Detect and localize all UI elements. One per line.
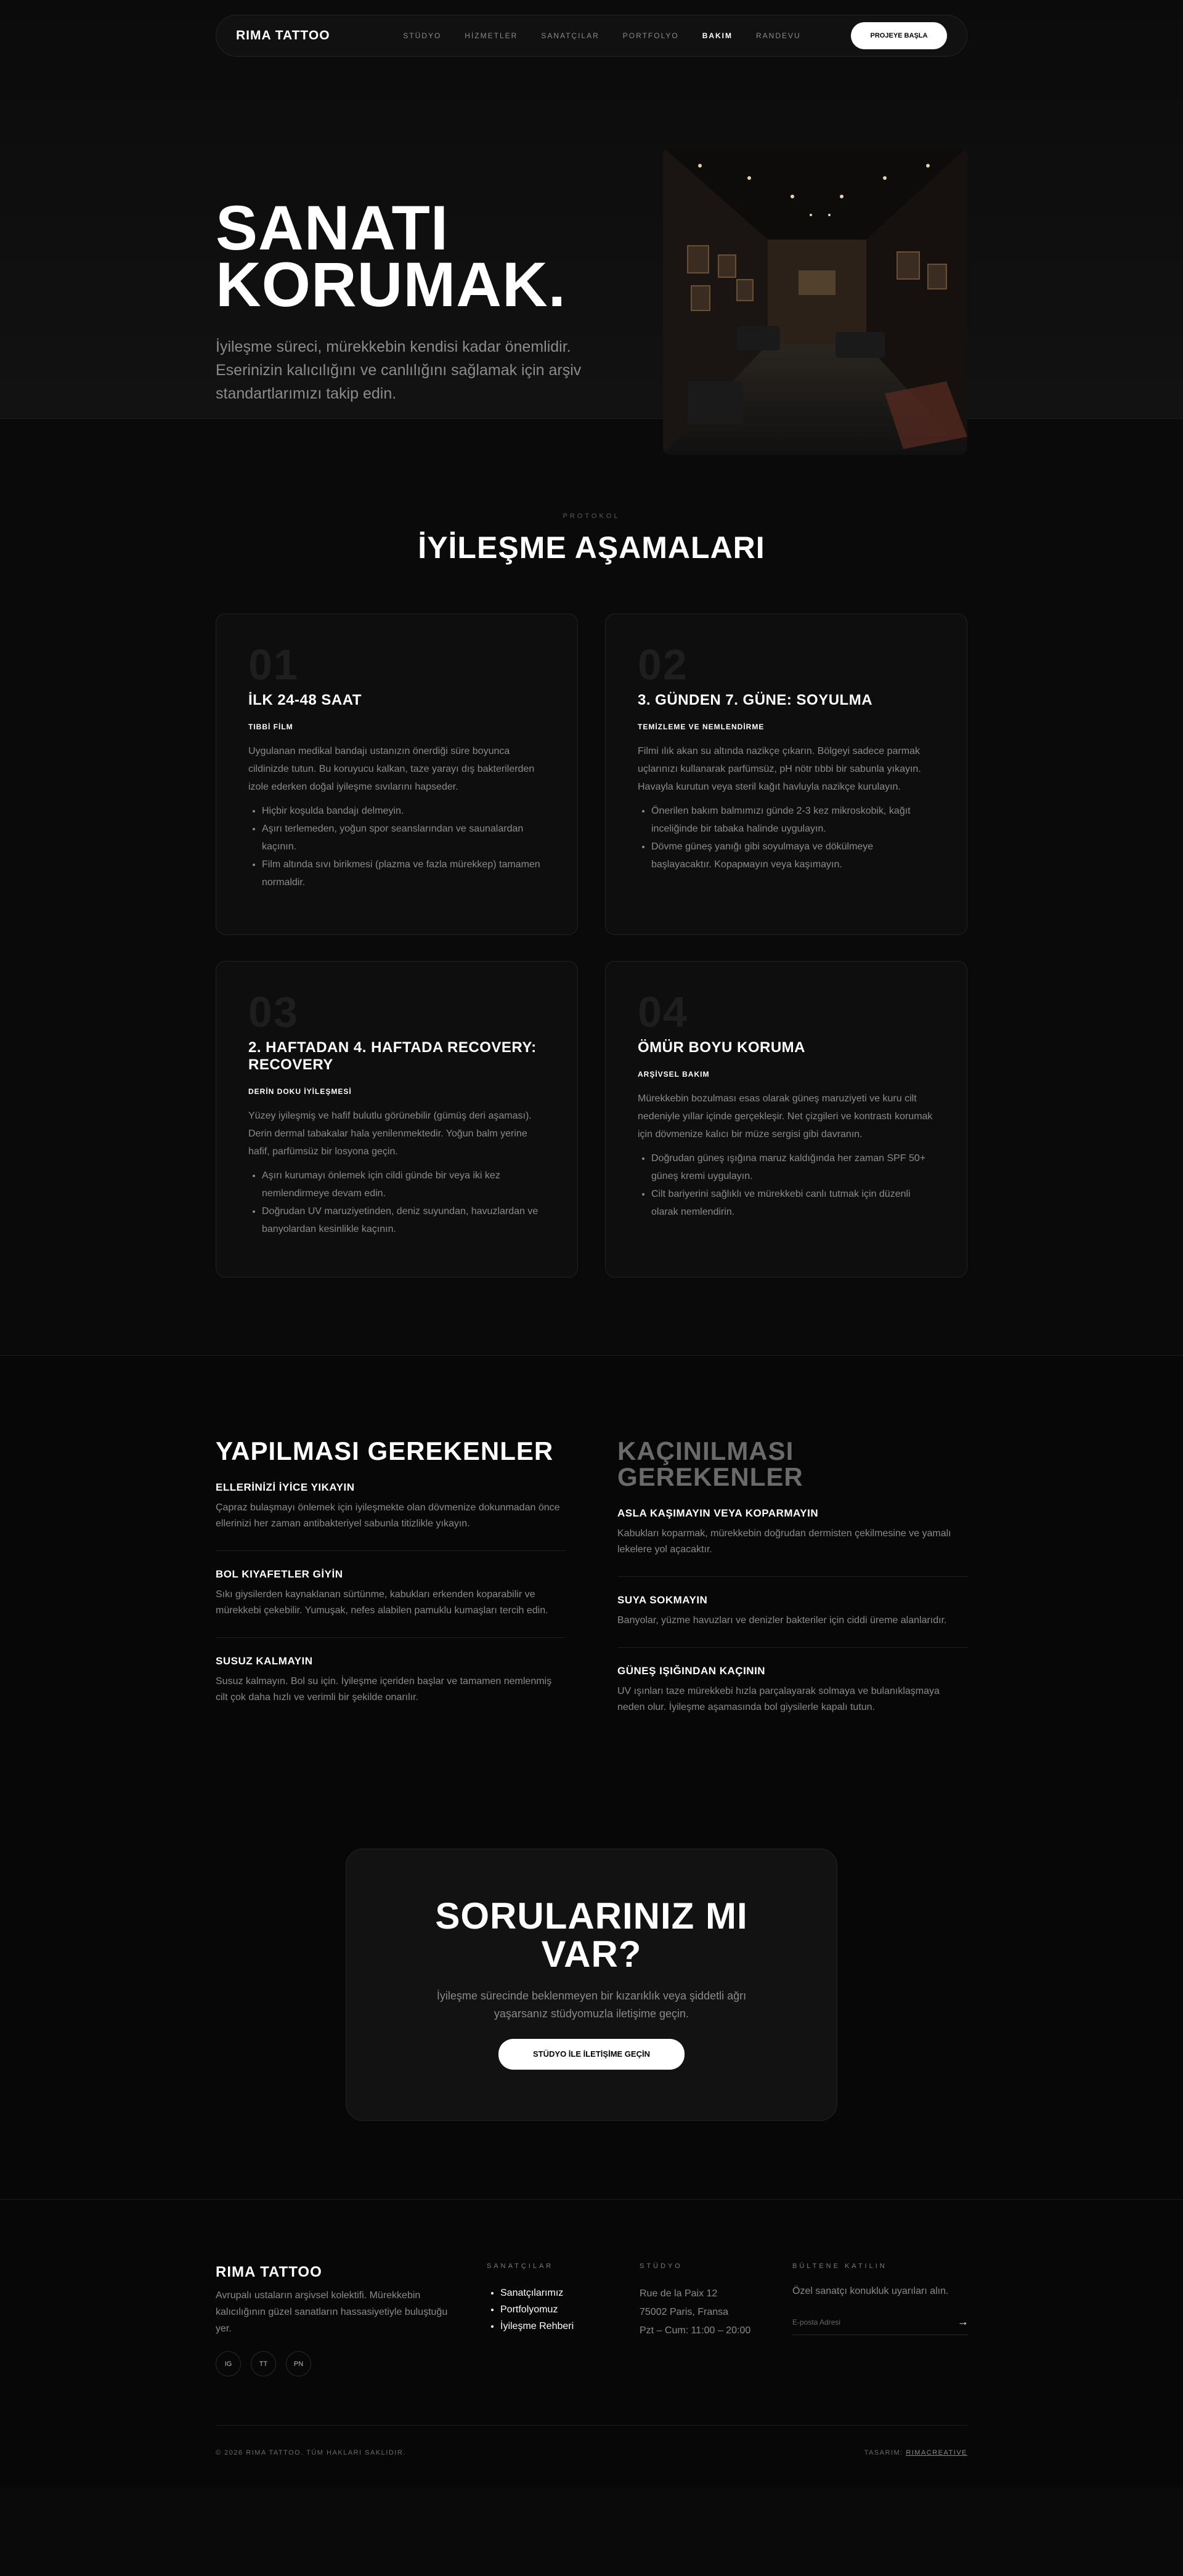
stage-number: 01: [248, 641, 299, 689]
footer: [0, 2199, 1183, 2487]
start-project-button[interactable]: PROJEYE BAŞLA: [851, 22, 947, 49]
address-line: 75002 Paris, Fransa: [640, 2307, 729, 2317]
stage-description: Filmi ılık akan su altında nazikçe çıkarın. Bölgeyi sadece parmak uçlarınızı kullanarak parfümsüz, pH nötr tıbbi bir sabunla yıkayın. Havayla kurutun veya steril kağıt havluyla nazikçe kurulayın.: [638, 746, 921, 792]
stage-title: 2. HAFTADAN 4. HAFTADA RECOVERY: RECOVERY: [248, 1039, 537, 1073]
stage-bullet: • Doğrudan güneş ışığına maruz kaldığında her zaman SPF 50+ güneş kremi uygulayın.: [651, 1149, 935, 1185]
footer-link-healing-guide[interactable]: • İyileşme Rehberi: [500, 2318, 574, 2335]
stage-title: İLK 24-48 SAAT: [248, 692, 362, 708]
stage-bullet: • Hiçbir koşulda bandajı delmeyin.: [262, 802, 545, 820]
donts-column: [617, 1438, 967, 1734]
contact-cta-card: [346, 1849, 837, 2121]
tiktok-icon[interactable]: TT: [251, 2351, 276, 2376]
design-label: TASARIM:: [864, 2449, 903, 2457]
footer-col-title: BÜLTENE KATILIN: [792, 2262, 887, 2270]
contact-studio-button[interactable]: STÜDYO İLE İLETİŞİME GEÇİN: [498, 2039, 685, 2070]
dos-item: [216, 1464, 566, 1551]
hero-title-line2: KORUMAK.: [216, 249, 566, 320]
cta-title: [346, 1897, 837, 1974]
stage-bullet: • Aşırı terlemeden, yoğun spor seanslarından ve saunalardan kaçının.: [262, 820, 545, 856]
donts-item-title: ASLA KAŞIMAYIN VEYA KOPARMAYIN: [617, 1507, 819, 1519]
brand-logo[interactable]: RIMA TATTOO: [236, 28, 330, 43]
dos-item-title: BOL KIYAFETLER GİYİN: [216, 1568, 343, 1580]
studio-interior-image: [663, 147, 967, 455]
donts-item: [617, 1577, 967, 1648]
dos-column: [216, 1438, 566, 1724]
stage-description: Yüzey iyileşmiş ve hafif bulutlu görünebilir (gümüş deri aşaması). Derin dermal tabakalar hala yenilenmektedir. Yoğun balm yerine hafif, parfümsüz bir losyona geçin.: [248, 1111, 532, 1157]
stage-number: 04: [638, 988, 688, 1036]
newsletter-form: [792, 2315, 969, 2335]
nav-link-studio[interactable]: STÜDYO: [403, 31, 442, 40]
stage-number: 03: [248, 988, 299, 1036]
hero-subtitle: İyileşme süreci, mürekkebin kendisi kadar önemlidir. Eserinizin kalıcılığını ve canlılığını sağlamak için arşiv standartlarımızı takip edin.: [216, 338, 582, 402]
section-title: İYİLEŞME AŞAMALARI: [418, 530, 765, 565]
stage-bullets: [638, 802, 935, 873]
stage-bullet: • Cilt bariyerini sağlıklı ve mürekkebi canlı tutmak için düzenli olarak nemlendirin.: [651, 1185, 935, 1221]
stage-bullet: • Dövme güneş yanığı gibi soyulmaya ve dökülmeye başlayacaktır. Kopармayın veya kaşımayın.: [651, 838, 935, 873]
social-links: [216, 2351, 311, 2376]
arrow-right-icon[interactable]: →: [957, 2315, 969, 2328]
stage-card: [605, 614, 967, 935]
cta-text: İyileşme sürecinde beklenmeyen bir kızarıklık veya şiddetli ağrı yaşarsanız stüdyomuzla iletişime geçin.: [436, 1990, 747, 2020]
footer-col-title: STÜDYO: [640, 2262, 683, 2270]
footer-link-our-artists[interactable]: • Sanatçılarımız: [500, 2285, 574, 2301]
nav-link-appointment[interactable]: RANDEVU: [756, 31, 801, 40]
donts-title-line2: GEREKENLER: [617, 1462, 803, 1491]
nav-links: [390, 31, 851, 40]
stage-bullet: • Önerilen bakım balmımızı günde 2-3 kez mikroskobik, kağıt inceliğinde bir tabaka halinde uygulayın.: [651, 802, 935, 838]
footer-col-title: SANATÇILAR: [487, 2262, 554, 2270]
footer-newsletter-column: [792, 2262, 969, 2335]
donts-item-title: GÜNEŞ IŞIĞINDAN KAÇININ: [617, 1665, 766, 1677]
dos-and-donts-section: [0, 1355, 1183, 2199]
stage-tag: TEMİZLEME VE NEMLENDİRME: [638, 723, 765, 731]
cta-title-line2: VAR?: [541, 1934, 642, 1975]
stage-number: 02: [638, 641, 688, 689]
stage-card: [216, 614, 578, 935]
stage-description: Uygulanan medikal bandajı ustanızın önerdiği süre boyunca cildinizde tutun. Bu koruyucu kalkan, taze yarayı dış bakterilerden izole ederken doğal iyileşme sıvılarını hapseder.: [248, 746, 535, 792]
donts-item-text: Kabukları koparmak, mürekkebin doğrudan dermisten çekilmesine ve yamalı lekelere yol açacaktır.: [617, 1528, 951, 1555]
nav-bar-container: [0, 0, 1183, 89]
footer-studio-column: [640, 2262, 750, 2340]
stage-card: [605, 961, 967, 1278]
hero-title-line1: SANATI: [216, 193, 449, 263]
footer-about: Avrupalı ustaların arşivsel kolektifi. Mürekkebin kalıcılığının güzel sanatların hassasiyetiyle buluştuğu yer.: [216, 2290, 448, 2334]
dos-item-title: ELLERİNİZİ İYİCE YIKAYIN: [216, 1481, 355, 1493]
nav-link-care[interactable]: BAKIM: [702, 31, 733, 40]
footer-brand[interactable]: RIMA TATTOO: [216, 2264, 322, 2280]
opening-hours: Pzt – Cum: 11:00 – 20:00: [640, 2325, 751, 2336]
stage-description: Mürekkebin bozulması esas olarak güneş maruziyeti ve kuru cilt nedeniyle yıllar içinde gerçekleşir. Net çizgileri ve kontrastı korumak için dövmenize kalıcı bir müze sergisi gibi davranın.: [638, 1093, 933, 1140]
dos-item-text: Susuz kalmayın. Bol su için. İyileşme içeriden başlar ve tamamen nemlenmiş cilt çok daha hızlı ve verimli bir şekilde onarılır.: [216, 1676, 552, 1703]
nav-link-services[interactable]: HİZMETLER: [465, 31, 518, 40]
donts-item-title: SUYA SOKMAYIN: [617, 1594, 708, 1606]
stage-tag: ARŞİVSEL BAKIM: [638, 1070, 710, 1079]
stage-bullet: • Aşırı kurumayı önlemek için cildi günde bir veya iki kez nemlendirmeye devam edin.: [262, 1167, 545, 1202]
nav-link-portfolio[interactable]: PORTFOLYO: [622, 31, 679, 40]
donts-item: [617, 1490, 967, 1577]
dos-item-text: Çapraz bulaşmayı önlemek için iyileşmekte olan dövmenize dokunmadan önce ellerinizi her zaman antibakteriyel sabunla titizlikle yıkayın.: [216, 1502, 560, 1529]
stage-title: ÖMÜR BOYU KORUMA: [638, 1039, 805, 1056]
email-input[interactable]: [792, 2315, 940, 2328]
design-credit-link[interactable]: RIMACREATIVE: [906, 2449, 967, 2457]
dos-item: [216, 1551, 566, 1638]
donts-title-line1: KAÇINILMASI: [617, 1436, 794, 1465]
stage-bullet: • Doğrudan UV maruziyetinden, deniz suyundan, havuzlardan ve banyolardan kesinlikle kaçının.: [262, 1202, 545, 1238]
healing-stages-section: [0, 419, 1183, 1355]
stages-grid: [216, 614, 967, 1278]
hero-title: [216, 193, 566, 320]
studio-interior-illustration: [663, 147, 967, 455]
donts-title: [617, 1438, 967, 1490]
pinterest-icon[interactable]: PN: [286, 2351, 311, 2376]
copyright: © 2026 RIMA TATTOO. TÜM HAKLARI SAKLIDIR.: [216, 2449, 406, 2457]
newsletter-text: Özel sanatçı konukluk uyarıları alın.: [792, 2286, 949, 2296]
stage-tag: DERİN DOKU İYİLEŞMESİ: [248, 1087, 352, 1096]
address-line: Rue de la Paix 12: [640, 2288, 718, 2299]
stage-card: [216, 961, 578, 1278]
footer-links: [487, 2285, 574, 2335]
stage-title: 3. GÜNDEN 7. GÜNE: SOYULMA: [638, 692, 873, 708]
section-eyebrow: PROTOKOL: [563, 512, 620, 520]
stage-bullets: [248, 1167, 545, 1238]
dos-title: YAPILMASI GEREKENLER: [216, 1436, 554, 1465]
dos-item-text: Sıkı giysilerden kaynaklanan sürtünme, kabukları erkenden koparabilir ve mürekkebi çekebilir. Yumuşak, nefes alabilen pamuklu kumaşları tercih edin.: [216, 1589, 548, 1616]
dos-item: [216, 1638, 566, 1724]
design-credit: [864, 2449, 967, 2457]
nav-bar: [216, 15, 967, 57]
cta-title-line1: SORULARINIZ MI: [435, 1895, 748, 1937]
donts-item-text: Banyolar, yüzme havuzları ve denizler bakteriler için ciddi üreme alanlarıdır.: [617, 1615, 947, 1626]
nav-link-artists[interactable]: SANATÇILAR: [541, 31, 600, 40]
donts-item: [617, 1648, 967, 1734]
stage-tag: TIBBİ FİLM: [248, 723, 293, 731]
stage-bullets: [638, 1149, 935, 1221]
donts-item-text: UV ışınları taze mürekkebi hızla parçalayarak solmaya ve bulanıklaşmaya neden olur. İyileşme aşamasında bol giysilerle kapalı tutun.: [617, 1686, 940, 1712]
stage-bullet: • Film altında sıvı birikmesi (plazma ve fazla mürekkep) tamamen normaldir.: [262, 856, 545, 891]
footer-artists-column: [487, 2262, 574, 2335]
studio-address: [640, 2285, 750, 2340]
stage-bullets: [248, 802, 545, 891]
footer-link-portfolio[interactable]: • Portfolyomuz: [500, 2301, 574, 2318]
footer-bottom-bar: [216, 2425, 967, 2457]
dos-item-title: SUSUZ KALMAYIN: [216, 1655, 313, 1667]
instagram-icon[interactable]: IG: [216, 2351, 241, 2376]
